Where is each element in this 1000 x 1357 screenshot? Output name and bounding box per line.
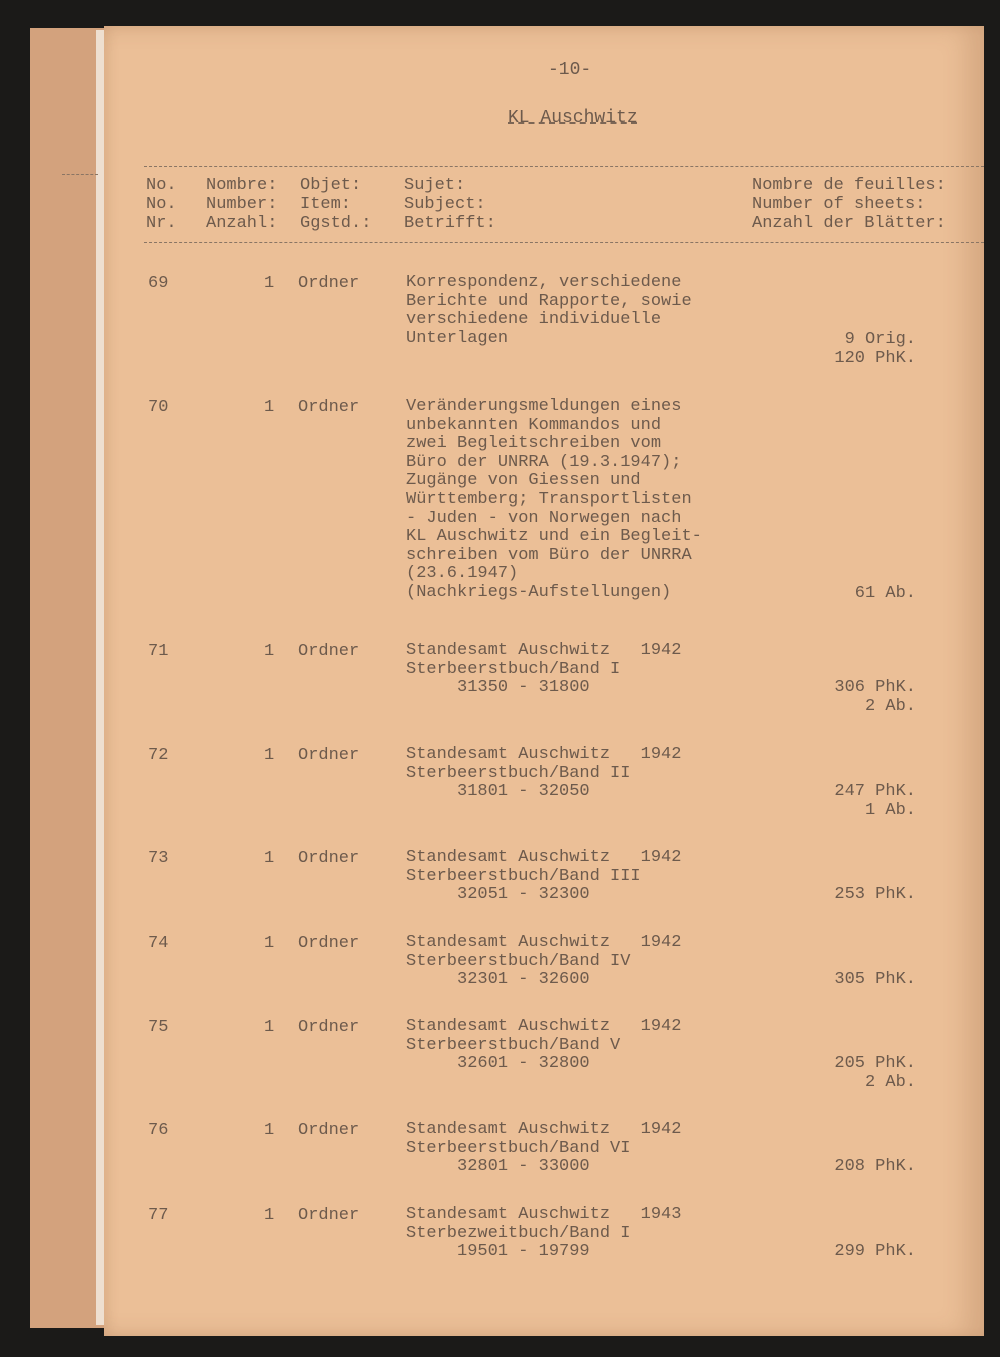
- subject-line: 31801 - 32050: [406, 782, 590, 802]
- subject-line: Veränderungsmeldungen eines: [406, 397, 682, 416]
- subject-line: Sterbezweitbuch/Band I: [406, 1223, 631, 1243]
- entry-item: Ordner: [298, 398, 360, 417]
- entry-item: Ordner: [298, 642, 360, 661]
- subject-line: 19501 - 19799: [406, 1242, 590, 1262]
- sheet-count: 306 PhK.: [834, 678, 916, 697]
- header-label: Anzahl der Blätter:: [752, 214, 946, 233]
- subject-line: (Nachkriegs-Aufstellungen): [406, 582, 672, 602]
- header-label: Nr.: [146, 214, 177, 233]
- entry-sheets: [834, 885, 916, 904]
- entry-count: 1: [264, 642, 275, 661]
- entry-item: Ordner: [298, 849, 360, 868]
- entry-subject: [406, 746, 681, 802]
- header-label: Sujet:: [404, 176, 466, 195]
- sheet-count: 2 Ab.: [864, 1073, 916, 1092]
- entry-item: Ordner: [298, 1206, 360, 1225]
- sheet-count: 305 PhK.: [834, 970, 916, 989]
- subject-line: schreiben vom Büro der UNRRA: [406, 545, 692, 565]
- subject-line: Standesamt Auschwitz 1943: [406, 1205, 682, 1224]
- subject-line: Württemberg; Transportlisten: [406, 489, 692, 509]
- subject-line: Unterlagen: [406, 328, 509, 348]
- entry-number: 76: [148, 1121, 169, 1140]
- entry-subject: [406, 274, 692, 348]
- subject-line: 32801 - 33000: [406, 1157, 590, 1177]
- header-label: Ggstd.:: [300, 214, 372, 233]
- header-label: Number of sheets:: [752, 195, 926, 214]
- sheet-count: 205 PhK.: [834, 1054, 916, 1073]
- header-label: Betrifft:: [404, 214, 496, 233]
- entry-sheets: [834, 970, 916, 989]
- subject-line: zwei Begleitschreiben vom: [406, 434, 662, 454]
- entry-sheets: [834, 782, 916, 820]
- header-item-column: [300, 176, 371, 233]
- entry-subject: [406, 1121, 681, 1177]
- entry-subject: [406, 1018, 681, 1074]
- entry-sheets: [834, 330, 916, 368]
- header-label: No.: [146, 195, 177, 214]
- sheet-count: 247 PhK.: [834, 782, 916, 801]
- subject-line: Sterbeerstbuch/Band V: [406, 1035, 621, 1055]
- header-sheets-column: [752, 176, 946, 233]
- sheet-count: 1 Ab.: [864, 801, 916, 820]
- entry-count: 1: [264, 1121, 275, 1140]
- entry-number: 73: [148, 849, 169, 868]
- subject-line: Zugänge von Giessen und: [406, 471, 641, 491]
- header-subject-column: [404, 176, 496, 233]
- subject-line: Berichte und Rapporte, sowie: [406, 291, 692, 311]
- entry-item: Ordner: [298, 1018, 360, 1037]
- subject-line: 32051 - 32300: [406, 885, 590, 905]
- entry-count: 1: [264, 746, 275, 765]
- subject-line: Sterbeerstbuch/Band IV: [406, 951, 631, 971]
- page-heading: KL Auschwitz: [508, 108, 638, 128]
- subject-line: Sterbeerstbuch/Band III: [406, 866, 641, 886]
- header-label: Item:: [300, 195, 352, 214]
- sheet-count: 208 PhK.: [834, 1157, 916, 1176]
- subject-line: Standesamt Auschwitz 1942: [406, 745, 682, 764]
- sheet-count: 253 PhK.: [834, 885, 916, 904]
- entry-count: 1: [264, 398, 275, 417]
- header-label: Nombre de feuilles:: [752, 176, 946, 195]
- header-label: Nombre:: [206, 176, 278, 195]
- header-rule-bottom: [144, 242, 984, 243]
- entry-subject: [406, 934, 681, 990]
- entry-sheets: [834, 1054, 916, 1092]
- entry-number: 75: [148, 1018, 169, 1037]
- subject-line: Sterbeerstbuch/Band VI: [406, 1138, 631, 1158]
- entry-subject: [406, 398, 702, 603]
- entry-sheets: [834, 1157, 916, 1176]
- entry-count: 1: [264, 1018, 275, 1037]
- page-number: -10-: [548, 60, 592, 80]
- entry-item: Ordner: [298, 1121, 360, 1140]
- subject-line: Standesamt Auschwitz 1942: [406, 1017, 682, 1036]
- entry-number: 77: [148, 1206, 169, 1225]
- sheet-count: 9 Orig.: [844, 330, 916, 349]
- header-label: Subject:: [404, 195, 486, 214]
- header-number-column: [206, 176, 277, 233]
- sheet-count: 299 PhK.: [834, 1242, 916, 1261]
- header-label: Anzahl:: [206, 214, 278, 233]
- subject-line: Standesamt Auschwitz 1942: [406, 1120, 682, 1139]
- entry-subject: [406, 849, 681, 905]
- entry-subject: [406, 642, 681, 698]
- document-page: [104, 26, 984, 1336]
- subject-line: Standesamt Auschwitz 1942: [406, 933, 682, 952]
- subject-line: Standesamt Auschwitz 1942: [406, 848, 682, 867]
- subject-line: KL Auschwitz und ein Begleit-: [406, 527, 702, 547]
- entry-item: Ordner: [298, 746, 360, 765]
- subject-line: verschiedene individuelle: [406, 310, 662, 330]
- sheet-count: 61 Ab.: [854, 584, 916, 603]
- subject-line: Sterbeerstbuch/Band II: [406, 763, 631, 783]
- header-label: No.: [146, 176, 177, 195]
- entry-count: 1: [264, 849, 275, 868]
- divider-stub: [62, 174, 98, 175]
- header-label: Number:: [206, 195, 278, 214]
- subject-line: 31350 - 31800: [406, 678, 590, 698]
- subject-line: 32301 - 32600: [406, 970, 590, 990]
- entry-subject: [406, 1206, 681, 1262]
- entry-sheets: [834, 1242, 916, 1261]
- subject-line: 32601 - 32800: [406, 1054, 590, 1074]
- entry-item: Ordner: [298, 934, 360, 953]
- entry-count: 1: [264, 934, 275, 953]
- header-rule-top: [144, 166, 984, 167]
- entry-item: Ordner: [298, 274, 360, 293]
- entry-count: 1: [264, 274, 275, 293]
- sheet-count: 120 PhK.: [834, 349, 916, 368]
- entry-number: 69: [148, 274, 169, 293]
- entry-number: 74: [148, 934, 169, 953]
- entry-number: 71: [148, 642, 169, 661]
- sheet-count: 2 Ab.: [864, 697, 916, 716]
- subject-line: - Juden - von Norwegen nach: [406, 508, 682, 528]
- subject-line: (23.6.1947): [406, 564, 519, 584]
- entry-sheets: [834, 678, 916, 716]
- subject-line: Sterbeerstbuch/Band I: [406, 659, 621, 679]
- header-label: Objet:: [300, 176, 362, 195]
- subject-line: Standesamt Auschwitz 1942: [406, 641, 682, 660]
- entry-number: 70: [148, 398, 169, 417]
- subject-line: Korrespondenz, verschiedene: [406, 273, 682, 292]
- subject-line: unbekannten Kommandos und: [406, 415, 662, 435]
- entry-count: 1: [264, 1206, 275, 1225]
- subject-line: Büro der UNRRA (19.3.1947);: [406, 452, 682, 472]
- entry-sheets: [855, 584, 916, 603]
- entry-number: 72: [148, 746, 169, 765]
- header-no-column: [146, 176, 177, 233]
